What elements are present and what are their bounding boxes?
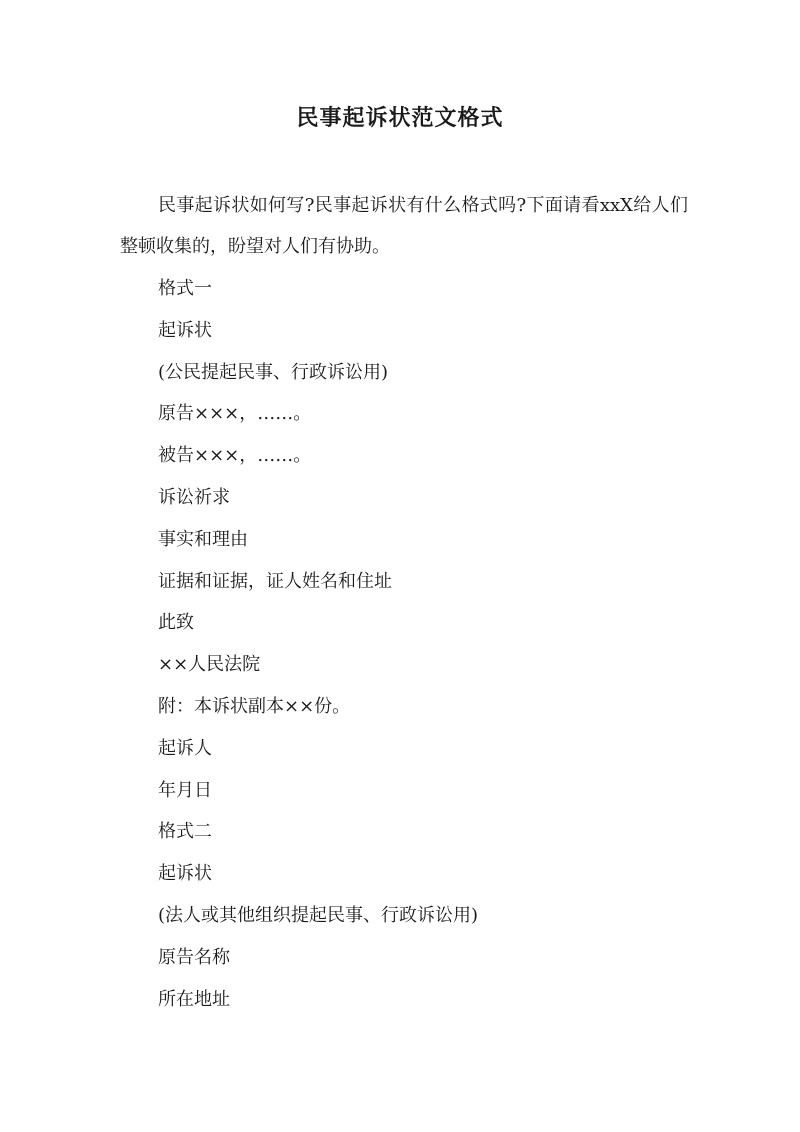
line-attachment: 附：本诉状副本××份。 xyxy=(158,695,351,717)
line-plaintiff-name: 原告名称 xyxy=(158,946,230,968)
line-complaint-heading: 起诉状 xyxy=(158,319,212,341)
line-citizen-usage-note: (公民提起民事、行政诉讼用) xyxy=(158,361,389,383)
line-date: 年月日 xyxy=(158,779,212,801)
line-format-one-heading: 格式一 xyxy=(158,278,212,299)
line-plaintiff: 原告×××，……。 xyxy=(158,403,312,425)
line-claims: 诉讼祈求 xyxy=(158,486,230,508)
format-lines xyxy=(158,268,698,1020)
intro-paragraph: 民事起诉状如何写?民事起诉状有什么格式吗?下面请看xxX给人们整顿收集的，盼望对人们有协助。 xyxy=(120,195,688,257)
line-facts-and-reasons: 事实和理由 xyxy=(158,528,248,550)
line-evidence: 证据和证据，证人姓名和住址 xyxy=(158,570,392,592)
line-complaint-heading-2: 起诉状 xyxy=(158,863,212,885)
document-title: 民事起诉状范文格式 xyxy=(296,105,504,131)
line-salutation: 此致 xyxy=(158,612,194,634)
line-address: 所在地址 xyxy=(158,988,230,1010)
line-complainant: 起诉人 xyxy=(158,737,212,759)
line-defendant: 被告×××，……。 xyxy=(158,445,312,467)
line-format-two-heading: 格式二 xyxy=(158,821,212,843)
line-court: ××人民法院 xyxy=(158,654,261,676)
line-organization-usage-note: (法人或其他组织提起民事、行政诉讼用) xyxy=(158,904,479,926)
